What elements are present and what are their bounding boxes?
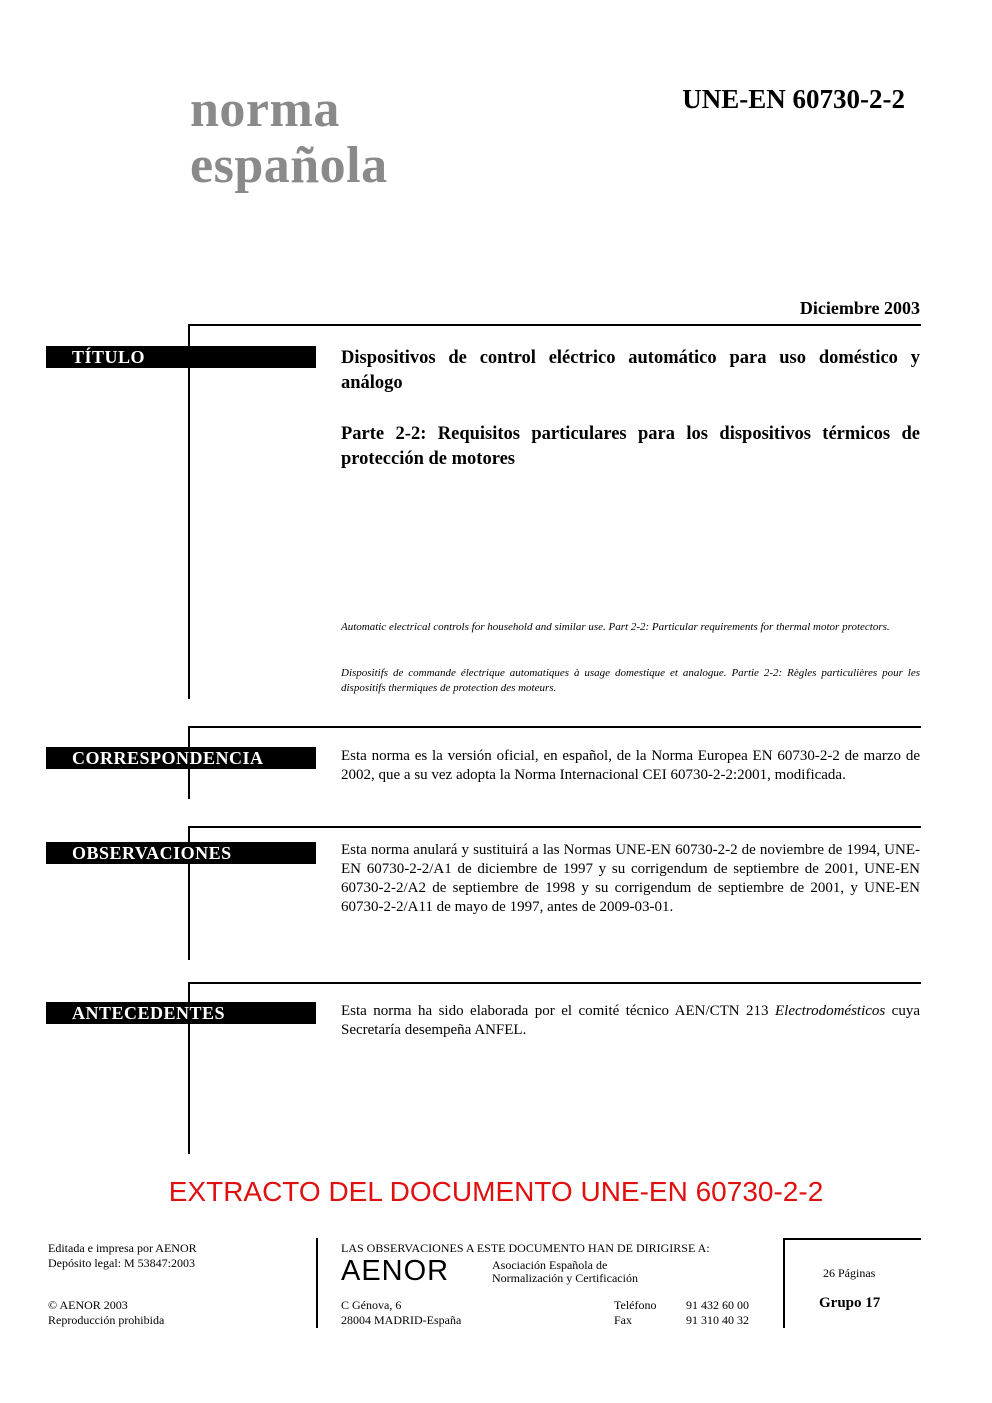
brand-title — [190, 82, 388, 194]
divider-observaciones — [188, 826, 921, 828]
address-city: 28004 MADRID-España — [341, 1313, 462, 1327]
footer-divider-left — [316, 1238, 318, 1328]
title-english: Automatic electrical controls for household and similar use. Part 2-2: Particular requirements for thermal motor protectors. — [341, 621, 890, 633]
standard-code: UNE-EN 60730-2-2 — [682, 84, 905, 114]
aenor-name-line-2: Normalización y Certificación — [492, 1271, 638, 1285]
correspondencia-text: Esta norma es la versión oficial, en español, de la Norma Europea EN 60730-2-2 de marzo de 2002, que a su vez adopta la Norma Internacional CEI 60730-2-2:2001, modificada. — [341, 748, 920, 783]
extract-banner: EXTRACTO DEL DOCUMENTO UNE-EN 60730-2-2 — [168, 1176, 824, 1207]
document-subtitle: Parte 2-2: Requisitos particulares para los dispositivos térmicos de protección de motores — [341, 424, 920, 469]
title-french: Dispositifs de commande électrique automatiques à usage domestique et analogue. Partie 2-2: Règles particulières pour les dispositifs thermiques de protection des moteurs. — [341, 667, 920, 694]
footer-box-top — [783, 1238, 921, 1240]
footer-reproduction: Reproducción prohibida — [48, 1313, 165, 1327]
antecedentes-text-before: Esta norma ha sido elaborada por el comité técnico AEN/CTN 213 — [341, 1003, 775, 1019]
document-title: Dispositivos de control eléctrico automático para uso doméstico y análogo — [341, 348, 920, 393]
aenor-full-name — [492, 1259, 638, 1285]
page-count: 26 Páginas — [823, 1266, 876, 1280]
aenor-name-line-1: Asociación Española de — [492, 1258, 608, 1272]
footer-rights — [48, 1298, 164, 1328]
footer-legal-deposit: Depósito legal: M 53847:2003 — [48, 1256, 195, 1270]
fax-label: Fax — [614, 1313, 632, 1327]
footer-divider-right — [783, 1238, 785, 1328]
divider-correspondencia — [188, 726, 921, 728]
aenor-logo: AENOR — [341, 1255, 450, 1287]
phone-number: 91 432 60 00 — [686, 1298, 749, 1312]
footer-edited-by: Editada e impresa por AENOR — [48, 1241, 197, 1255]
section-rule-titulo — [188, 324, 190, 699]
address-street: C Génova, 6 — [341, 1298, 402, 1312]
phone-label: Teléfono — [614, 1298, 657, 1312]
publication-date: Diciembre 2003 — [799, 298, 920, 318]
brand-line-2: española — [190, 137, 388, 194]
section-label-correspondencia: CORRESPONDENCIA — [46, 747, 316, 769]
brand-line-1: norma — [190, 81, 340, 138]
divider-antecedentes — [188, 982, 921, 984]
section-label-observaciones: OBSERVACIONES — [46, 842, 316, 864]
footer-edition — [48, 1241, 197, 1271]
contact-values — [686, 1298, 749, 1328]
footer-copyright: © AENOR 2003 — [48, 1298, 128, 1312]
observaciones-text: Esta norma anulará y sustituirá a las Normas UNE-EN 60730-2-2 de noviembre de 1994, UNE-EN 60730-2-2/A1 de diciembre de 1997 y su corrigendum de septiembre de 2001, UNE-EN 60730-2-2/A2 de septiembre de 1998 y su corrigendum de septiembre de 2001, y UNE-EN 60730-2-2/A11 de mayo de 1997, antes de 2009-03-01. — [341, 842, 920, 915]
footer-observations-heading: LAS OBSERVACIONES A ESTE DOCUMENTO HAN DE DIRIGIRSE A: — [341, 1241, 710, 1255]
price-group: Grupo 17 — [819, 1295, 881, 1311]
antecedentes-text-after: cuya Secretaría desempeña ANFEL. — [341, 1003, 920, 1038]
divider-top — [188, 324, 921, 326]
aenor-address — [341, 1298, 461, 1328]
fax-number: 91 310 40 32 — [686, 1313, 749, 1327]
antecedentes-text — [341, 1002, 920, 1040]
contact-labels — [614, 1298, 656, 1328]
section-label-titulo: TÍTULO — [46, 346, 316, 368]
antecedentes-committee-name: Electrodomésticos — [774, 1003, 886, 1019]
section-label-antecedentes: ANTECEDENTES — [46, 1002, 316, 1024]
